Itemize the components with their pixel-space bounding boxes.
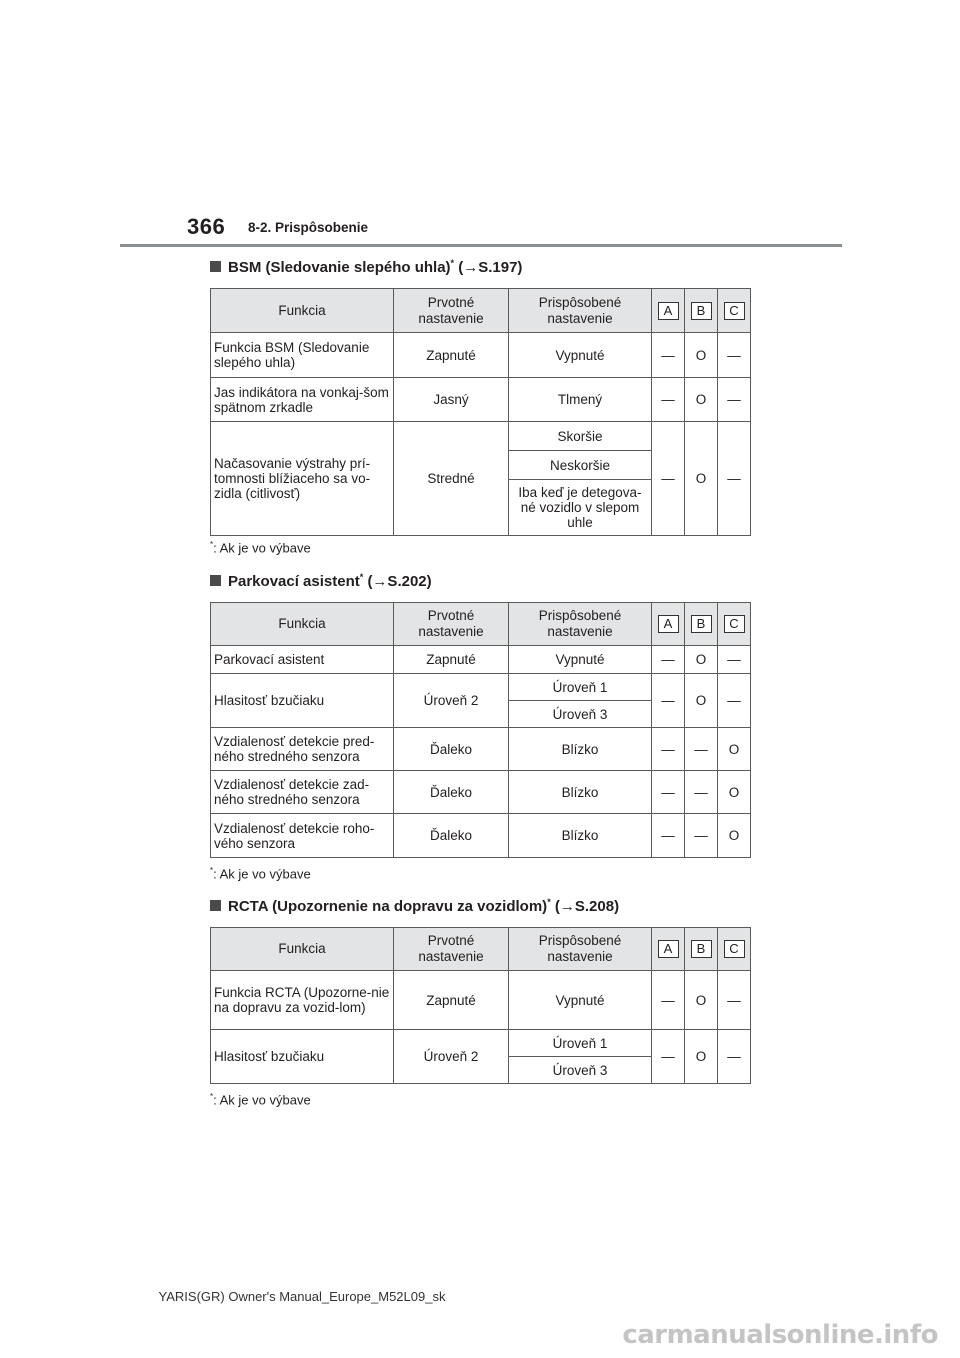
col-header-function: Funkcia: [211, 603, 394, 646]
cell-default: Zapnuté: [394, 646, 509, 674]
cell-a: —: [652, 378, 685, 422]
rcta-footnote: *: Ak je vo výbave: [210, 1092, 311, 1108]
cell-function: Vzdialenosť detekcie pred-ného stredného senzora: [211, 728, 394, 771]
col-header-b: B: [685, 928, 718, 971]
col-header-custom: Prispôsobené nastavenie: [509, 928, 652, 971]
cell-a: —: [652, 814, 685, 858]
col-header-a: A: [652, 289, 685, 333]
rcta-page-ref[interactable]: (→S.208): [554, 898, 620, 915]
cell-custom: Úroveň 1: [509, 1030, 652, 1057]
cell-custom: Úroveň 3: [509, 1057, 652, 1084]
cell-custom: Blízko: [509, 771, 652, 814]
watermark: carmanualsonline.info: [622, 1320, 938, 1350]
cell-a: —: [652, 771, 685, 814]
bsm-footnote: *: Ak je vo výbave: [210, 540, 311, 556]
rcta-table: [210, 927, 751, 1084]
rcta-heading: RCTA (Upozornenie na dopravu za vozidlom)* (→S.208): [210, 897, 619, 915]
cell-function: Parkovací asistent: [211, 646, 394, 674]
cell-c: —: [718, 378, 751, 422]
cell-b: O: [685, 1030, 718, 1084]
col-header-a: A: [652, 603, 685, 646]
cell-a: —: [652, 971, 685, 1030]
cell-b: —: [685, 771, 718, 814]
col-header-function: Funkcia: [211, 289, 394, 333]
cell-function: Vzdialenosť detekcie zad-ného stredného senzora: [211, 771, 394, 814]
cell-function: Hlasitosť bzučiaku: [211, 1030, 394, 1084]
cell-custom: Vypnuté: [509, 971, 652, 1030]
col-header-b: B: [685, 289, 718, 333]
table-row: [211, 814, 751, 858]
cell-function: Hlasitosť bzučiaku: [211, 674, 394, 728]
cell-c: —: [718, 646, 751, 674]
bsm-heading: BSM (Sledovanie slepého uhla)* (→S.197): [210, 258, 522, 276]
cell-c: —: [718, 971, 751, 1030]
bsm-table: [210, 288, 751, 536]
parking-page-ref[interactable]: (→S.202): [367, 573, 432, 590]
cell-b: O: [685, 422, 718, 536]
table-row: [211, 1030, 751, 1057]
section-title: 8-2. Prispôsobenie: [248, 220, 369, 235]
cell-c: —: [718, 333, 751, 378]
col-header-c: C: [718, 928, 751, 971]
cell-custom: Blízko: [509, 814, 652, 858]
cell-default: Ďaleko: [394, 728, 509, 771]
cell-custom: Vypnuté: [509, 646, 652, 674]
footer-text: YARIS(GR) Owner's Manual_Europe_M52L09_sk: [158, 1289, 446, 1304]
col-header-custom: Prispôsobené nastavenie: [509, 289, 652, 333]
cell-a: —: [652, 422, 685, 536]
table-row: [211, 771, 751, 814]
col-header-c: C: [718, 289, 751, 333]
cell-c: O: [718, 814, 751, 858]
parking-footnote: *: Ak je vo výbave: [210, 866, 311, 882]
table-header-row: [211, 289, 751, 333]
cell-function: Jas indikátora na vonkaj-šom spätnom zrkadle: [211, 378, 394, 422]
table-row: [211, 728, 751, 771]
cell-function: Vzdialenosť detekcie roho-vého senzora: [211, 814, 394, 858]
cell-function: Funkcia RCTA (Upozorne-nie na dopravu za vozid-lom): [211, 971, 394, 1030]
cell-c: —: [718, 422, 751, 536]
parking-table: [210, 602, 751, 858]
table-row: [211, 674, 751, 701]
bsm-title: BSM (Sledovanie slepého uhla): [228, 259, 451, 276]
page-footer: [0, 1289, 960, 1304]
cell-b: O: [685, 333, 718, 378]
cell-a: —: [652, 1030, 685, 1084]
cell-b: —: [685, 814, 718, 858]
cell-c: O: [718, 728, 751, 771]
cell-custom: Vypnuté: [509, 333, 652, 378]
cell-a: —: [652, 333, 685, 378]
cell-custom: Tlmený: [509, 378, 652, 422]
cell-custom: Neskoršie: [509, 451, 652, 480]
cell-custom: Úroveň 3: [509, 701, 652, 728]
square-bullet-icon: [210, 900, 221, 911]
col-header-custom: Prispôsobené nastavenie: [509, 603, 652, 646]
table-row: [211, 646, 751, 674]
parking-title: Parkovací asistent: [228, 573, 360, 590]
cell-a: —: [652, 646, 685, 674]
cell-default: Jasný: [394, 378, 509, 422]
cell-custom: Blízko: [509, 728, 652, 771]
col-header-default: Prvotné nastavenie: [394, 928, 509, 971]
cell-custom: Iba keď je detegova-né vozidlo v slepom uhle: [509, 480, 652, 536]
table-row: [211, 422, 751, 451]
table-header-row: [211, 928, 751, 971]
cell-function: Funkcia BSM (Sledovanie slepého uhla): [211, 333, 394, 378]
col-header-default: Prvotné nastavenie: [394, 603, 509, 646]
col-header-default: Prvotné nastavenie: [394, 289, 509, 333]
parking-heading: Parkovací asistent* (→S.202): [210, 572, 432, 590]
cell-default: Zapnuté: [394, 971, 509, 1030]
cell-custom: Skoršie: [509, 422, 652, 451]
cell-default: Zapnuté: [394, 333, 509, 378]
cell-b: O: [685, 646, 718, 674]
cell-default: Ďaleko: [394, 814, 509, 858]
col-header-function: Funkcia: [211, 928, 394, 971]
cell-c: O: [718, 771, 751, 814]
col-header-c: C: [718, 603, 751, 646]
cell-default: Úroveň 2: [394, 674, 509, 728]
cell-b: O: [685, 674, 718, 728]
cell-c: —: [718, 1030, 751, 1084]
cell-a: —: [652, 728, 685, 771]
square-bullet-icon: [210, 261, 221, 272]
bsm-page-ref[interactable]: (→S.197): [458, 259, 523, 276]
page-number: 366: [187, 214, 226, 239]
cell-c: —: [718, 674, 751, 728]
cell-default: Ďaleko: [394, 771, 509, 814]
square-bullet-icon: [210, 575, 221, 586]
rcta-title: RCTA (Upozornenie na dopravu za vozidlom): [228, 898, 548, 915]
table-row: [211, 333, 751, 378]
cell-function: Načasovanie výstrahy prí-tomnosti blížiaceho sa vo-zidla (citlivosť): [211, 422, 394, 536]
cell-b: —: [685, 728, 718, 771]
table-row: [211, 378, 751, 422]
table-header-row: [211, 603, 751, 646]
header-divider: [120, 244, 842, 247]
cell-default: Stredné: [394, 422, 509, 536]
cell-b: O: [685, 378, 718, 422]
col-header-b: B: [685, 603, 718, 646]
cell-b: O: [685, 971, 718, 1030]
col-header-a: A: [652, 928, 685, 971]
cell-custom: Úroveň 1: [509, 674, 652, 701]
cell-a: —: [652, 674, 685, 728]
table-row: [211, 971, 751, 1030]
cell-default: Úroveň 2: [394, 1030, 509, 1084]
